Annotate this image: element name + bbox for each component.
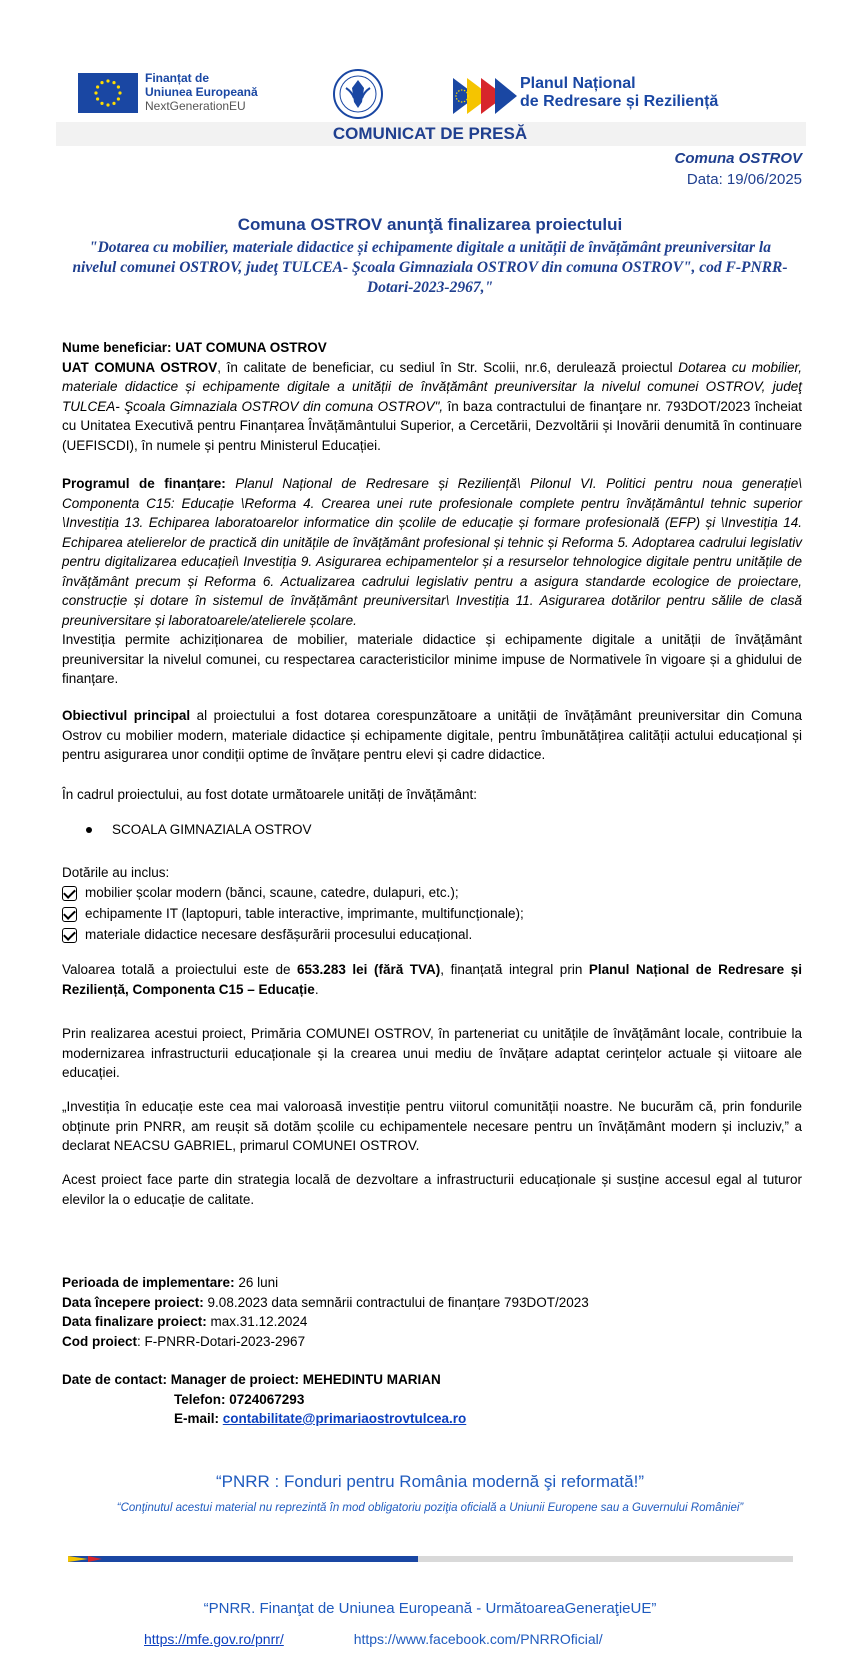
eu-line3: NextGenerationEU bbox=[145, 99, 246, 113]
beneficiary-text1: , în calitate de beneficiar, cu sediul în Str. Scolii, nr.6, derulează proiectul bbox=[217, 359, 679, 375]
list-item bbox=[62, 883, 802, 904]
eu-flag-icon bbox=[78, 73, 138, 113]
detail-row bbox=[62, 1332, 802, 1352]
checkbox-checked-icon bbox=[62, 886, 77, 901]
value-source: Planul Național de Redresare și Reziliență, Componenta C15 – Educație bbox=[62, 962, 802, 997]
pnrr-line1: Planul Național bbox=[520, 75, 636, 92]
beneficiary-paragraph bbox=[62, 358, 802, 456]
equipment-section bbox=[62, 863, 802, 946]
disclaimer: “Conţinutul acestui material nu reprezintă în mod obligatoriu poziţia oficială a Uniunii Europene sau a Guvernului României” bbox=[116, 1502, 744, 1514]
pnrr-slogan: “PNRR : Fonduri pentru România modernă şi reformată!” bbox=[216, 1472, 644, 1491]
location: Comuna OSTROV bbox=[674, 150, 802, 167]
footer-bar-divider bbox=[68, 1556, 793, 1562]
equipment-item: materiale didactice necesare desfășurării procesului educațional. bbox=[85, 927, 473, 943]
bullet-icon bbox=[86, 827, 92, 833]
pnrr-title bbox=[520, 75, 718, 111]
value-text1: Valoarea totală a proiectului este de bbox=[62, 962, 298, 977]
checkbox-checked-icon bbox=[62, 907, 77, 922]
email-link[interactable]: contabilitate@primariaostrovtulcea.ro bbox=[222, 1411, 467, 1426]
objective-paragraph bbox=[62, 706, 802, 765]
detail-row bbox=[62, 1293, 802, 1313]
value-paragraph bbox=[62, 960, 802, 999]
footer-slogan: “PNRR. Finanţat de Uniunea Europeană - UrmătoareaGeneraţieUE” bbox=[203, 1600, 657, 1617]
detail-value: max.31.12.2024 bbox=[206, 1314, 308, 1329]
checkbox-checked-icon bbox=[62, 928, 77, 943]
list-item bbox=[86, 822, 312, 837]
facebook-link[interactable]: https://www.facebook.com/PNRROficial/ bbox=[353, 1631, 603, 1647]
eu-line1: Finanțat de bbox=[145, 71, 210, 85]
value-text2: , finanțată integral prin bbox=[440, 962, 589, 977]
beneficiary-name: UAT COMUNA OSTROV bbox=[62, 359, 218, 375]
mfe-link[interactable]: https://mfe.gov.ro/pnrr/ bbox=[144, 1631, 284, 1647]
strategy-paragraph: Acest proiect face parte din strategia locală de dezvoltare a infrastructurii educaționale și susține accesul egal al tuturor elevilor la o educație de calitate. bbox=[62, 1172, 802, 1207]
eu-funding-text bbox=[145, 71, 258, 113]
project-details bbox=[62, 1273, 802, 1351]
beneficiary-section bbox=[62, 338, 802, 455]
objective-text: al proiectului a fost dotarea corespunzătoare a unității de învățământ preuniversitar din Comuna Ostrov cu mobilier modern, materiale didactice și echipamente digitale, pentru îmbunătățirea calității actului educațional și pentru asigurarea unor condiții optime de învățare pentru elevi și cadre didactice. bbox=[62, 708, 802, 762]
contact-email-row bbox=[62, 1409, 802, 1429]
pnrr-line2: de Redresare și Reziliență bbox=[520, 93, 719, 110]
header-logos bbox=[0, 66, 860, 122]
objective-label: Obiectivul principal bbox=[62, 708, 191, 723]
footer-links bbox=[144, 1631, 669, 1647]
investment-paragraph: Investiția permite achiziționarea de mobilier, materiale didactice și echipamente digitale a unității de învățământ preuniversitar la nivelul comunei, cu respectarea caracteristicilor minime impuse de Normativele în vigoare și a ghidului de finanțare. bbox=[62, 632, 802, 686]
list-item bbox=[62, 925, 802, 946]
units-intro: În cadrul proiectului, au fost dotate următoarele unități de învățământ: bbox=[62, 787, 477, 802]
detail-label: Data începere proiect: bbox=[62, 1294, 204, 1310]
pnrr-logo-icon bbox=[453, 78, 517, 114]
program-paragraph bbox=[62, 474, 802, 630]
equipment-intro: Dotările au inclus: bbox=[62, 865, 170, 880]
contact-section bbox=[62, 1370, 802, 1429]
detail-row bbox=[62, 1273, 802, 1293]
detail-label: Data finalizare proiect: bbox=[62, 1314, 207, 1329]
list-item bbox=[62, 904, 802, 925]
equipment-item: echipamente IT (laptopuri, table interactive, imprimante, multifuncționale); bbox=[85, 906, 524, 922]
project-title-italic: Dotarea cu mobilier, materiale didactice și echipamente digitale a unității de învățământ preuniversitar la nivelul comunei OSTROV, judeţ TULCEA- Şcoala Gimnaziala OSTROV din comuna OSTROV", bbox=[62, 359, 803, 414]
eu-line2: Uniunea Europeană bbox=[145, 85, 258, 99]
date: Data: 19/06/2025 bbox=[686, 171, 802, 188]
program-section bbox=[62, 474, 802, 689]
email-label: E-mail: bbox=[174, 1411, 223, 1426]
detail-value: : F-PNRR-Dotari-2023-2967 bbox=[137, 1333, 306, 1349]
value-text3: . bbox=[314, 981, 319, 997]
equipment-item: mobilier școlar modern (bănci, scaune, catedre, dulapuri, etc.); bbox=[85, 885, 459, 901]
beneficiary-text2: în baza contractului de finanţare nr. 793DOT/2023 încheiat cu Unitatea Executivă pentru Finanțarea Învățământului Superior, a Cercetării, Dezvoltării și Inovării denumită în continuare (UEFISCDI), în numele și pentru Ministerul Educației. bbox=[62, 398, 802, 453]
value-section bbox=[62, 960, 802, 999]
detail-value: 26 luni bbox=[234, 1275, 279, 1290]
quote-paragraph: „Investiția în educație este cea mai valoroasă investiție pentru viitorul comunității noastre. Ne bucurăm că, prin fondurile obținute prin PNRR, am reușit să dotăm școlile cu echipamentele necesare pentru un învățământ modern și incluziv,” a declarat NEACSU GABRIEL, primarul COMUNEI OSTROV. bbox=[62, 1099, 802, 1153]
contact-label: Date de contact: Manager de proiect: MEHEDINTU MARIAN bbox=[62, 1372, 441, 1387]
press-release-title: COMUNICAT DE PRESĂ bbox=[332, 124, 528, 143]
contact-phone: Telefon: 0724067293 bbox=[174, 1391, 305, 1407]
value-amount: 653.283 lei (fără TVA) bbox=[297, 962, 441, 977]
partnership-paragraph: Prin realizarea acestui proiect, Primăria COMUNEI OSTROV, în parteneriat cu unitățile de învățământ locale, contribuie la modernizarea infrastructurii educaționale și la crearea unui mediu de învățare adaptat cerințelor actuale și viitoare ale educației. bbox=[62, 1026, 802, 1080]
detail-label: Cod proiect bbox=[62, 1333, 138, 1349]
beneficiary-label: Nume beneficiar: UAT COMUNA OSTROV bbox=[62, 340, 327, 355]
detail-label: Perioada de implementare: bbox=[62, 1275, 235, 1290]
program-label: Programul de finanțare: bbox=[62, 476, 226, 491]
objective-section bbox=[62, 706, 802, 765]
program-text: Planul Național de Redresare și Reziliență\ Pilonul VI. Politici pentru noua generație\ Componenta C15: Educație \Reforma 4. Crearea unei rute profesionale complete pentru învățământul tehnic superior \Investiția 13. Echiparea laboratoarelor informatice din școlile de educație și formare profesională (EFP) și \Investiția 14. Echiparea atelierelor de practică din unitățile de învățământ profesional și tehnic și Reforma 5. Adoptarea cadrului legislativ pentru digitalizarea educației\ Investiția 9. Asigurarea echipamentelor și a resurselor tehnologice digitale pentru unitățile de învățământ precum și Reforma 6. Actualizarea cadrului legislativ pentru a asigura standarde ecologice de proiectare, construcție și dotare în sistemul de învățământ preuniversitar\ Investiția 11. Asigurarea dotărilor pentru sălile de clasă preuniversitare și laboratoarele/atelierele școlare. bbox=[62, 476, 803, 628]
location-date bbox=[674, 148, 802, 190]
detail-row bbox=[62, 1312, 802, 1332]
subheadline: "Dotarea cu mobilier, materiale didactice și echipamente digitale a unității de învățământ preuniversitar la nivelul comunei OSTROV, judeţ TULCEA- Şcoala Gimnaziala OSTROV din comuna OSTROV", cod F-PNRR-Dotari-2023-2967," bbox=[72, 239, 788, 296]
unit-name: SCOALA GIMNAZIALA OSTROV bbox=[112, 822, 312, 837]
detail-value: 9.08.2023 data semnării contractului de finanțare 793DOT/2023 bbox=[203, 1294, 589, 1310]
romanian-government-seal-icon bbox=[332, 68, 384, 120]
headline: Comuna OSTROV anunţă finalizarea proiectului bbox=[237, 215, 623, 234]
